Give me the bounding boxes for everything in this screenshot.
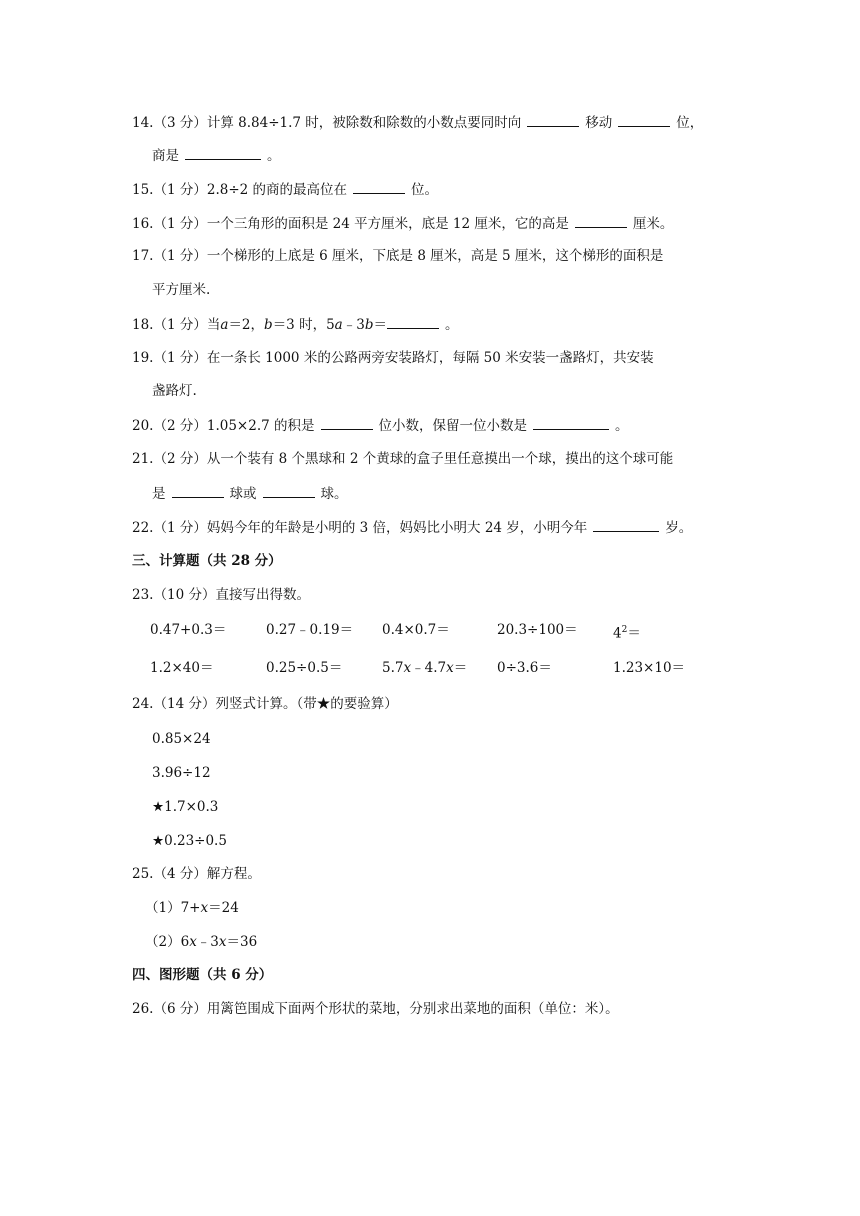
oral-item: 0.47+0.3＝ (150, 622, 227, 638)
answer-blank[interactable] (353, 179, 405, 194)
question-16: 16.（1 分）一个三角形的面积是 24 平方厘米，底是 12 厘米，它的高是 厘米。 (132, 213, 673, 234)
question-17-cont: 平方厘米. (152, 282, 211, 298)
answer-blank[interactable] (527, 112, 579, 127)
vertical-calc-item: 3.96÷12 (152, 765, 211, 781)
oral-item: 0.4×0.7＝ (382, 622, 450, 638)
question-21-cont: 是 球或 球。 (152, 483, 348, 504)
oral-item: 0.27﹣0.19＝ (266, 622, 354, 638)
vertical-calc-item: ★0.23÷0.5 (152, 833, 227, 849)
question-19-cont: 盏路灯. (152, 383, 197, 399)
oral-item: 0.25÷0.5＝ (266, 660, 343, 676)
answer-blank[interactable] (185, 145, 261, 160)
vertical-calc-item: ★1.7×0.3 (152, 799, 219, 815)
question-14-cont: 商是 。 (152, 145, 281, 166)
oral-item: 0÷3.6＝ (497, 660, 552, 676)
vertical-calc-item: 0.85×24 (152, 731, 211, 747)
question-22: 22.（1 分）妈妈今年的年龄是小明的 3 倍，妈妈比小明大 24 岁，小明今年 岁。 (132, 517, 692, 538)
question-26: 26.（6 分）用篱笆围成下面两个形状的菜地，分别求出菜地的面积（单位：米）。 (132, 1001, 619, 1017)
section-heading-geometry: 四、图形题（共 6 分） (132, 967, 273, 983)
answer-blank[interactable] (593, 517, 659, 532)
answer-blank[interactable] (618, 112, 670, 127)
oral-item: 1.23×10＝ (613, 660, 686, 676)
section-heading-calculation: 三、计算题（共 28 分） (132, 553, 282, 569)
question-23: 23.（10 分）直接写出得数。 (132, 587, 310, 603)
question-14: 14.（3 分）计算 8.84÷1.7 时，被除数和除数的小数点要同时向 移动 位， (132, 112, 703, 133)
question-21: 21.（2 分）从一个装有 8 个黑球和 2 个黄球的盒子里任意摸出一个球，摸出的这个球可能 (132, 451, 674, 467)
question-15: 15.（1 分）2.8÷2 的商的最高位在 位。 (132, 179, 438, 200)
equation-1: （1）7+x＝24 (145, 900, 239, 916)
answer-blank[interactable] (387, 314, 439, 329)
answer-blank[interactable] (575, 213, 627, 228)
oral-item: $4^2=$ (613, 625, 641, 642)
question-20: 20.（2 分）1.05×2.7 的积是 位小数，保留一位小数是 。 (132, 415, 629, 436)
oral-item: 20.3÷100＝ (497, 622, 578, 638)
answer-blank[interactable] (172, 483, 224, 498)
answer-blank[interactable] (263, 483, 315, 498)
answer-blank[interactable] (321, 415, 373, 430)
answer-blank[interactable] (533, 415, 609, 430)
question-18: 18.（1 分）当a＝2，b＝3 时，5a﹣3b＝ 。 (132, 314, 458, 335)
question-24: 24.（14 分）列竖式计算。（带★的要验算） (132, 696, 398, 712)
question-19: 19.（1 分）在一条长 1000 米的公路两旁安装路灯，每隔 50 米安装一盏路灯，共安装 (132, 350, 654, 366)
question-17: 17.（1 分）一个梯形的上底是 6 厘米，下底是 8 厘米，高是 5 厘米，这个梯形的面积是 (132, 248, 664, 264)
oral-item: 5.7x﹣4.7x＝ (382, 660, 468, 676)
question-25: 25.（4 分）解方程。 (132, 866, 261, 882)
oral-item: 1.2×40＝ (150, 660, 214, 676)
equation-2: （2）6x﹣3x＝36 (145, 934, 258, 950)
